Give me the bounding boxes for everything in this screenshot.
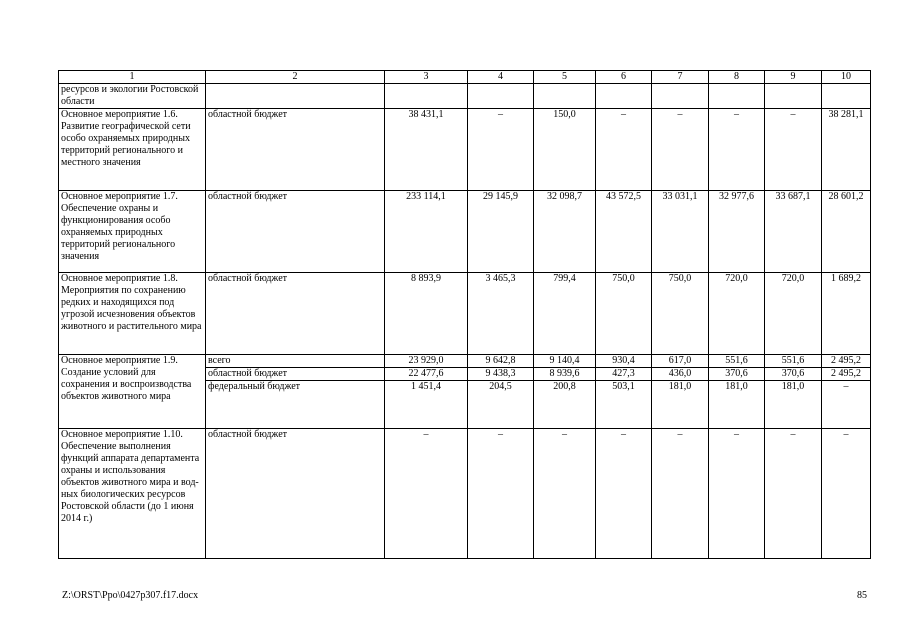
column-header-7: 7	[652, 71, 709, 84]
value-cell-col-9: 720,0	[765, 273, 822, 355]
value-cell-col-4: 9 438,3	[468, 368, 534, 381]
funding-source-cell: областной бюджет	[206, 191, 385, 273]
value-cell-col-7: 750,0	[652, 273, 709, 355]
page-number: 85	[857, 590, 867, 601]
value-cell-col-5: 32 098,7	[534, 191, 596, 273]
funding-source-cell: федеральный бюджет	[206, 381, 385, 429]
value-cell-col-9: –	[765, 109, 822, 191]
column-header-10: 10	[822, 71, 871, 84]
table-body	[59, 71, 871, 559]
value-cell-col-10: 38 281,1	[822, 109, 871, 191]
activity-name-cell: Основное мероприятие 1.6. Развитие географической сети особо охраняемых природных территорий регионального и местного значения	[59, 109, 206, 191]
column-header-5: 5	[534, 71, 596, 84]
value-cell-col-6: 503,1	[596, 381, 652, 429]
value-cell-col-9: 181,0	[765, 381, 822, 429]
activity-name-cell: Основное мероприятие 1.7. Обеспечение охраны и функционирования особо охраняемых природных территорий регионального значения	[59, 191, 206, 273]
budget-table	[58, 70, 871, 559]
value-cell-col-6: 930,4	[596, 355, 652, 368]
value-cell-col-6: –	[596, 429, 652, 559]
column-header-2: 2	[206, 71, 385, 84]
value-cell-col-10: 2 495,2	[822, 368, 871, 381]
value-cell-col-5: 200,8	[534, 381, 596, 429]
footer-file-path: Z:\ORST\Ppo\0427p307.f17.docx	[62, 590, 199, 601]
value-cell-col-8: 181,0	[709, 381, 765, 429]
value-cell-col-7: 33 031,1	[652, 191, 709, 273]
funding-source-cell: областной бюджет	[206, 429, 385, 559]
value-cell-col-6: 427,3	[596, 368, 652, 381]
table-row	[59, 109, 871, 191]
activity-name-cell: Основное мероприятие 1.9. Создание условий для сохранения и воспроизводства объектов животного мира	[59, 355, 206, 429]
column-header-4: 4	[468, 71, 534, 84]
value-cell-col-4: 3 465,3	[468, 273, 534, 355]
value-cell-col-8: –	[709, 109, 765, 191]
funding-source-cell: областной бюджет	[206, 273, 385, 355]
value-cell-col-3: 23 929,0	[385, 355, 468, 368]
column-header-6: 6	[596, 71, 652, 84]
value-cell-col-5: 8 939,6	[534, 368, 596, 381]
value-cell-col-9: 370,6	[765, 368, 822, 381]
value-cell-col-8: –	[709, 429, 765, 559]
value-cell-col-3: –	[385, 429, 468, 559]
value-cell-col-8	[709, 84, 765, 109]
value-cell-col-4: 9 642,8	[468, 355, 534, 368]
value-cell-col-5: 799,4	[534, 273, 596, 355]
activity-name-cell: ресурсов и экологии Ростовской области	[59, 84, 206, 109]
value-cell-col-10: –	[822, 381, 871, 429]
value-cell-col-9	[765, 84, 822, 109]
funding-source-cell: областной бюджет	[206, 368, 385, 381]
table-row	[59, 355, 871, 368]
value-cell-col-5	[534, 84, 596, 109]
funding-source-cell: всего	[206, 355, 385, 368]
value-cell-col-8: 370,6	[709, 368, 765, 381]
activity-name-cell: Основное мероприятие 1.8. Мероприятия по сохранению редких и находящихся под угрозой исчезновения объектов животного и растительного мира	[59, 273, 206, 355]
table-row	[59, 273, 871, 355]
table-row	[59, 191, 871, 273]
value-cell-col-6: –	[596, 109, 652, 191]
column-header-1: 1	[59, 71, 206, 84]
value-cell-col-10: 28 601,2	[822, 191, 871, 273]
value-cell-col-7: 436,0	[652, 368, 709, 381]
value-cell-col-4: –	[468, 429, 534, 559]
value-cell-col-3: 233 114,1	[385, 191, 468, 273]
activity-name-cell: Основное мероприятие 1.10. Обеспечение выполнения функций аппарата департамента охраны и использования объектов животного мира и водных биологических ресурсов Ростовской области (до 1 июня 2014 г.)	[59, 429, 206, 559]
value-cell-col-9: 33 687,1	[765, 191, 822, 273]
value-cell-col-7: 181,0	[652, 381, 709, 429]
column-header-9: 9	[765, 71, 822, 84]
column-header-3: 3	[385, 71, 468, 84]
value-cell-col-5: –	[534, 429, 596, 559]
value-cell-col-7: –	[652, 109, 709, 191]
value-cell-col-7: 617,0	[652, 355, 709, 368]
value-cell-col-6: 43 572,5	[596, 191, 652, 273]
value-cell-col-7	[652, 84, 709, 109]
value-cell-col-4: 204,5	[468, 381, 534, 429]
value-cell-col-8: 720,0	[709, 273, 765, 355]
value-cell-col-8: 551,6	[709, 355, 765, 368]
value-cell-col-4: 29 145,9	[468, 191, 534, 273]
value-cell-col-3: 8 893,9	[385, 273, 468, 355]
value-cell-col-9: –	[765, 429, 822, 559]
value-cell-col-10: –	[822, 429, 871, 559]
value-cell-col-3: 1 451,4	[385, 381, 468, 429]
value-cell-col-3	[385, 84, 468, 109]
table-row	[59, 429, 871, 559]
table-row	[59, 84, 871, 109]
funding-source-cell	[206, 84, 385, 109]
value-cell-col-10: 2 495,2	[822, 355, 871, 368]
column-header-8: 8	[709, 71, 765, 84]
value-cell-col-3: 38 431,1	[385, 109, 468, 191]
value-cell-col-6: 750,0	[596, 273, 652, 355]
value-cell-col-4: –	[468, 109, 534, 191]
value-cell-col-6	[596, 84, 652, 109]
value-cell-col-7: –	[652, 429, 709, 559]
value-cell-col-10	[822, 84, 871, 109]
value-cell-col-3: 22 477,6	[385, 368, 468, 381]
value-cell-col-9: 551,6	[765, 355, 822, 368]
value-cell-col-8: 32 977,6	[709, 191, 765, 273]
value-cell-col-5: 9 140,4	[534, 355, 596, 368]
value-cell-col-5: 150,0	[534, 109, 596, 191]
header-row	[59, 71, 871, 84]
funding-source-cell: областной бюджет	[206, 109, 385, 191]
value-cell-col-4	[468, 84, 534, 109]
value-cell-col-10: 1 689,2	[822, 273, 871, 355]
